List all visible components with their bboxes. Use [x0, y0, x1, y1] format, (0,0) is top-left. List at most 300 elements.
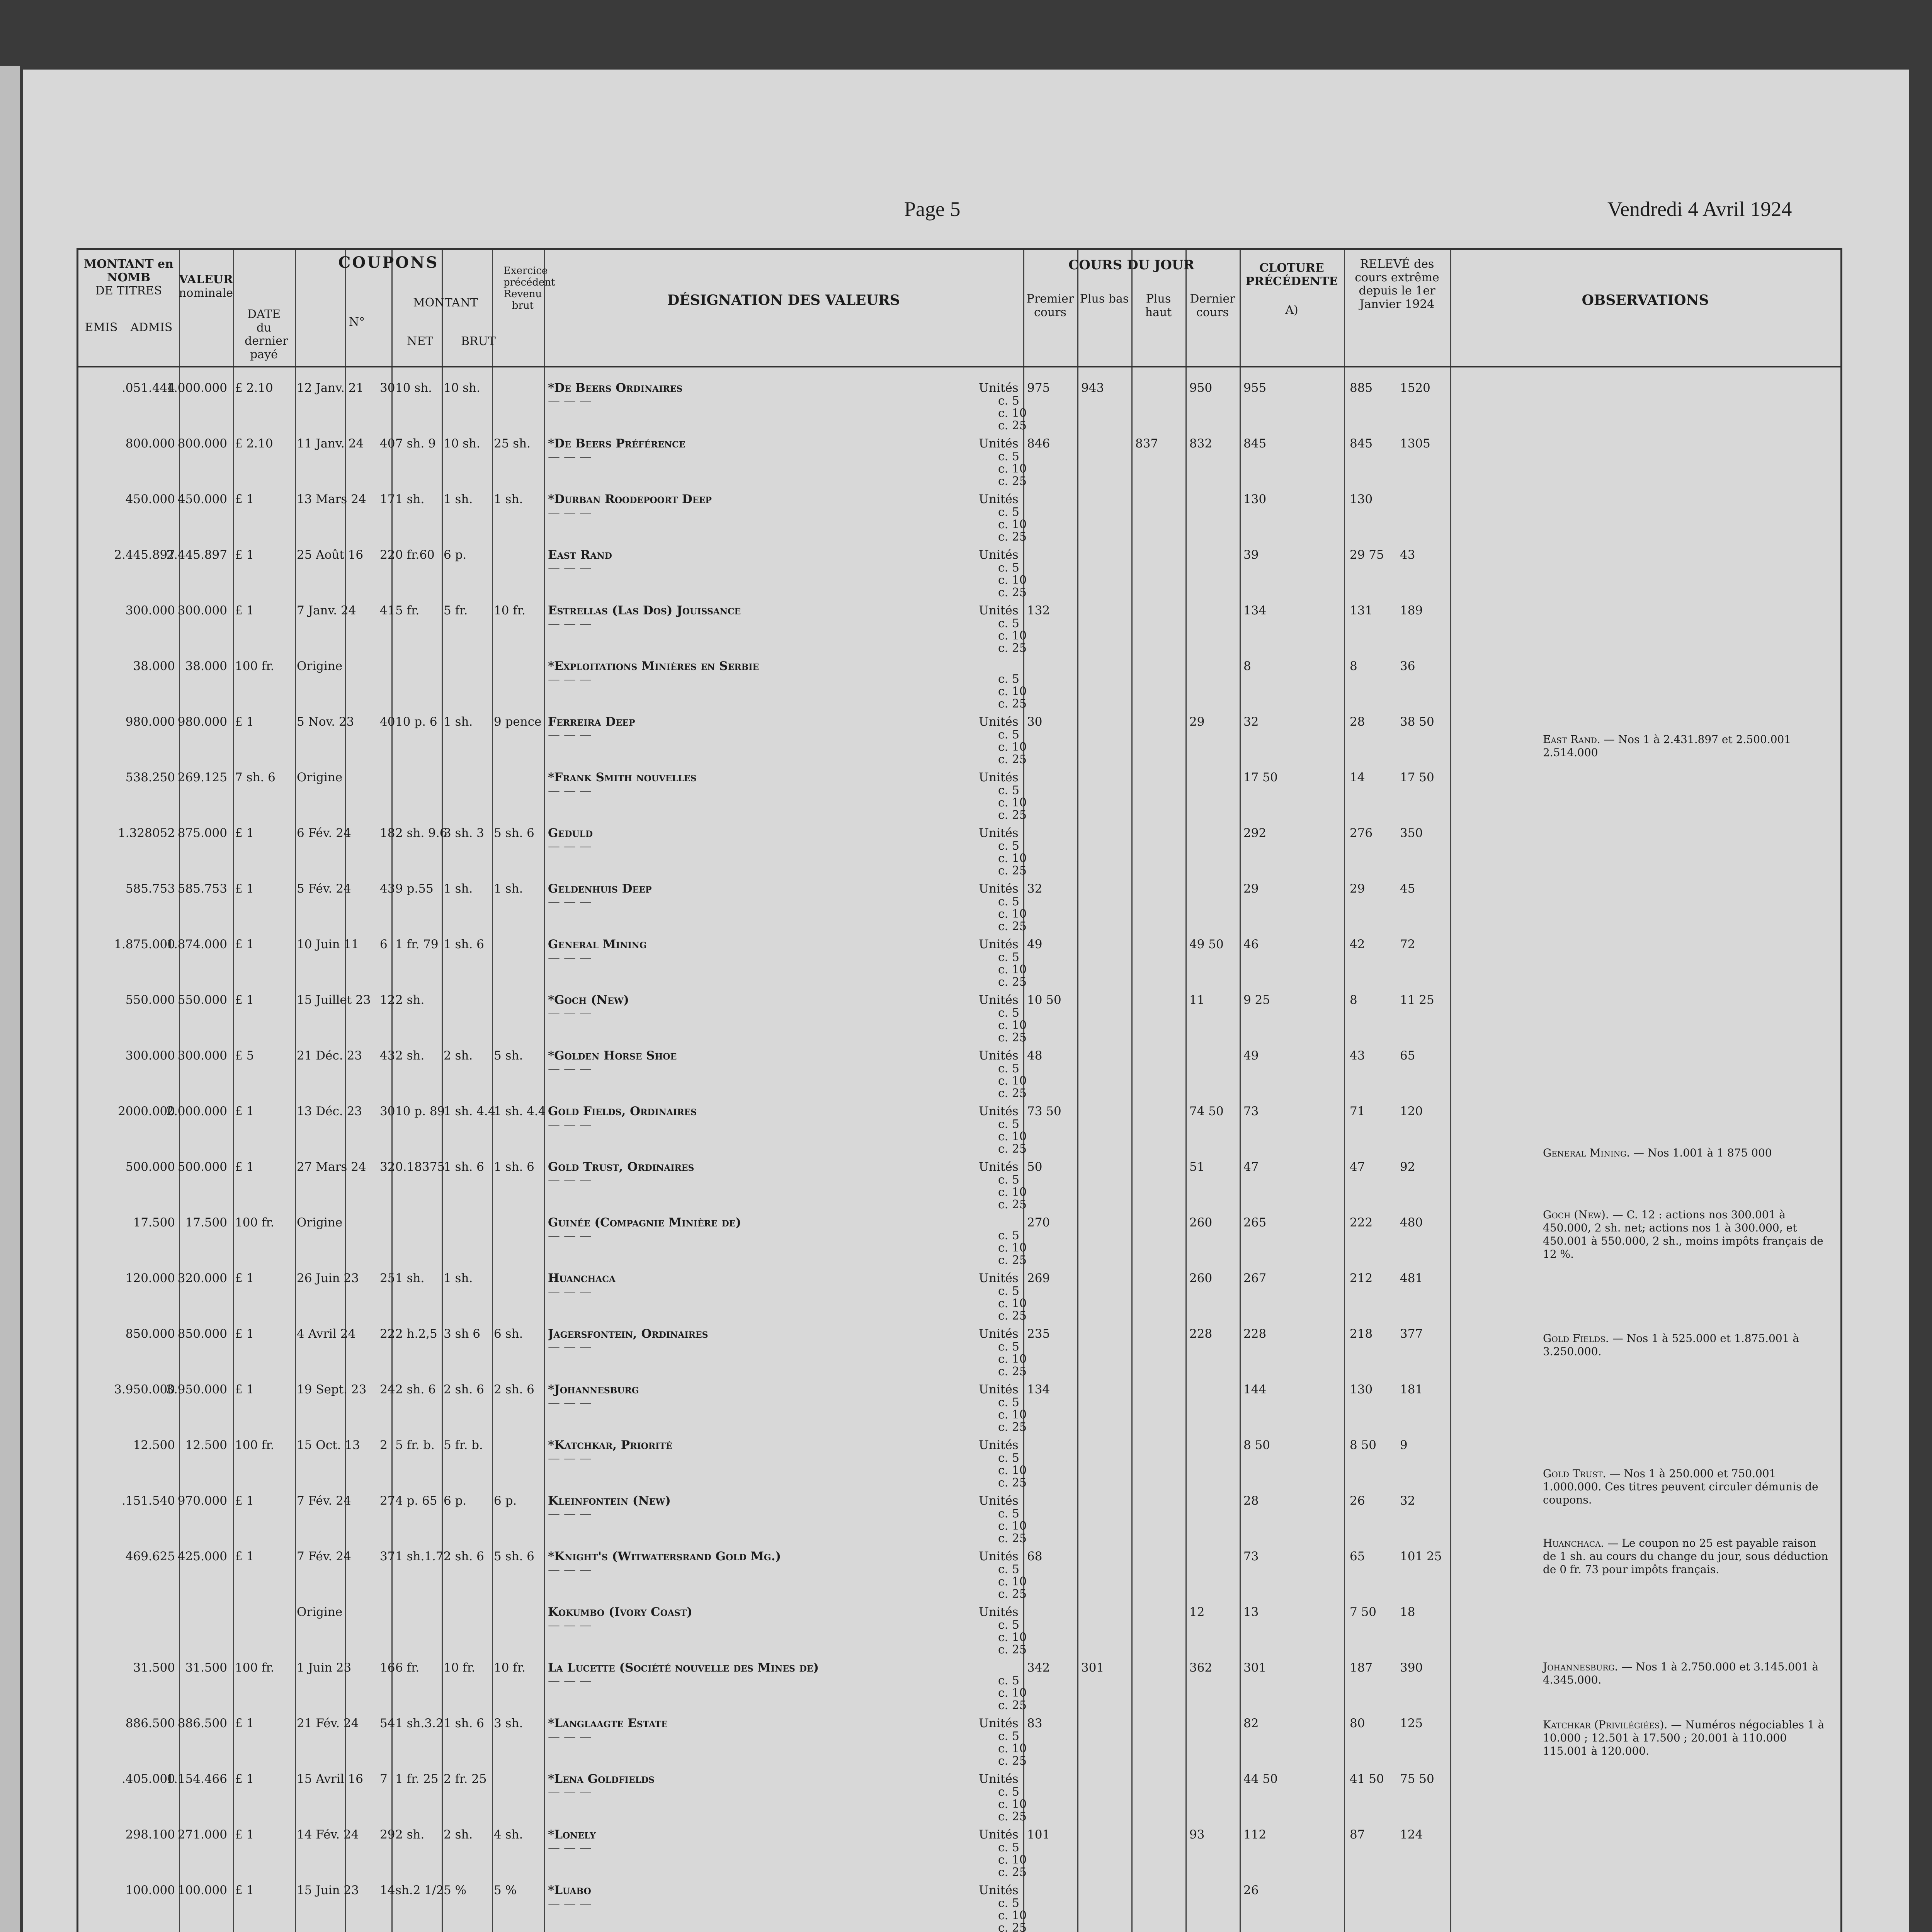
cell-c1: 10 50: [1027, 993, 1061, 1007]
ditto-marks: — — —: [548, 1841, 592, 1855]
term-label: c. 5: [998, 1507, 1019, 1520]
observation-title: Goch (New).: [1543, 1208, 1609, 1221]
observation-text: — Numéros négociables 1 à 10.000 ; 12.501 à 17.500 ; 20.001 à 110.000 115.001 à 120.000.: [1543, 1718, 1825, 1757]
ditto-marks: — — —: [548, 1563, 592, 1577]
cell-admis: 100.000: [177, 1883, 227, 1897]
cell-hi: 187: [1350, 1661, 1373, 1675]
cell-brut: 2 sh. 6: [444, 1383, 484, 1396]
cell-clo: 28: [1243, 1494, 1259, 1508]
cell-emis: 980.000: [125, 715, 175, 729]
cell-c4: 49 50: [1189, 937, 1224, 951]
cell-date: 5 Nov. 23: [297, 715, 354, 729]
cell-lo: 181: [1400, 1383, 1423, 1396]
term-label: c. 25: [998, 586, 1027, 599]
cell-name: *Knight's (Witwatersrand Gold Mg.): [548, 1550, 781, 1563]
cell-name: Huanchaca: [548, 1272, 616, 1285]
cell-hi: 130: [1350, 492, 1373, 506]
cell-emis: 500.000: [125, 1160, 175, 1174]
ditto-marks: — — —: [548, 1785, 592, 1799]
cell-no: 17: [380, 492, 395, 506]
cell-net: 1 sh.3.2: [395, 1716, 444, 1730]
term-label: c. 5: [998, 1396, 1019, 1409]
cell-clo: 29: [1243, 882, 1259, 896]
cell-name: *Luabo: [548, 1884, 591, 1897]
cell-admis: 980.000: [177, 715, 227, 729]
cell-hi: 14: [1350, 770, 1365, 784]
cell-emis: 38.000: [133, 659, 175, 673]
cell-net: 4 p. 65: [395, 1494, 437, 1508]
cell-exo: 25 sh.: [494, 437, 531, 451]
term-label: c. 10: [998, 740, 1027, 754]
term-label: c. 25: [998, 474, 1027, 488]
observation-text: — Nos 1 à 250.000 et 750.001 1.000.000. Ces titres peuvent circuler démunis de coupons.: [1543, 1467, 1818, 1506]
cell-brut: 3 sh. 3: [444, 826, 484, 840]
cell-clo: 26: [1243, 1883, 1259, 1897]
cell-net: 0 fr.60: [395, 548, 435, 562]
cell-name: East Rand: [548, 548, 612, 561]
cell-lo: 377: [1400, 1327, 1423, 1341]
ditto-marks: — — —: [548, 895, 592, 909]
term-label: c. 5: [998, 1674, 1019, 1687]
cell-exo: 1 sh. 4.4: [494, 1104, 546, 1118]
cell-no: 32: [380, 1160, 395, 1174]
term-label: c. 5: [998, 561, 1019, 575]
cell-name: *Durban Roodepoort Deep: [548, 493, 712, 506]
term-label: c. 25: [998, 1198, 1027, 1211]
cell-lo: 32: [1400, 1494, 1415, 1508]
cell-lo: 65: [1400, 1049, 1415, 1063]
cell-net: 10 p. 6: [395, 715, 437, 729]
term-label: c. 10: [998, 1464, 1027, 1477]
term-label: c. 5: [998, 1730, 1019, 1743]
cell-exo: 1 sh. 6: [494, 1160, 534, 1174]
cell-unit: Unités: [979, 1494, 1019, 1508]
ditto-marks: — — —: [548, 1618, 592, 1632]
cell-emis: 2000.000: [118, 1104, 175, 1118]
term-label: c. 25: [998, 1866, 1027, 1879]
cell-c4: 29: [1189, 715, 1205, 729]
cell-c1: 975: [1027, 381, 1050, 395]
cell-clo: 144: [1243, 1383, 1267, 1396]
cell-hi: 65: [1350, 1549, 1365, 1563]
term-label: c. 25: [998, 1587, 1027, 1601]
cell-unit: Unités: [979, 381, 1019, 395]
cell-c3: 837: [1135, 437, 1158, 451]
observation-title: Gold Fields.: [1543, 1332, 1609, 1345]
cell-hi: 43: [1350, 1049, 1365, 1063]
cell-date: 15 Avril 16: [297, 1772, 363, 1786]
cell-name: *Johannesburg: [548, 1383, 639, 1396]
cell-name: *Lena Goldfields: [548, 1772, 655, 1786]
cell-date: 26 Juin 23: [297, 1271, 359, 1285]
cell-unit: Unités: [979, 770, 1019, 784]
observation-note: [1543, 1537, 1829, 1576]
cell-c1: 30: [1027, 715, 1043, 729]
term-label: c. 10: [998, 629, 1027, 643]
term-label: c. 5: [998, 450, 1019, 463]
term-label: c. 25: [998, 697, 1027, 711]
cell-net: 1 sh.: [395, 1271, 425, 1285]
cell-hi: 29 75: [1350, 548, 1384, 562]
cell-unit: Unités: [979, 492, 1019, 506]
cell-no: 25: [380, 1271, 395, 1285]
term-label: c. 10: [998, 1853, 1027, 1867]
cell-exo: 5 sh. 6: [494, 1549, 534, 1563]
cell-hi: 131: [1350, 604, 1373, 617]
ditto-marks: — — —: [548, 617, 592, 631]
cell-c1: 134: [1027, 1383, 1050, 1396]
term-label: c. 25: [998, 1699, 1027, 1712]
cell-c1: 49: [1027, 937, 1043, 951]
observation-text: — Le coupon no 25 est payable raison de 1 sh. au cours du change du jour, sous déduction de 0 fr. 73 pour impôts français.: [1543, 1537, 1828, 1576]
term-label: c. 25: [998, 1754, 1027, 1768]
page-number: Page 5: [904, 197, 961, 221]
cell-hi: 87: [1350, 1828, 1365, 1842]
cell-no: 22: [380, 548, 395, 562]
term-label: c. 10: [998, 963, 1027, 976]
cell-lo: 92: [1400, 1160, 1415, 1174]
cell-admis: 1.000.000: [166, 381, 227, 395]
ditto-marks: — — —: [548, 728, 592, 742]
cell-c1: 32: [1027, 882, 1043, 896]
cell-name: Kleinfontein (New): [548, 1494, 671, 1507]
cell-brut: 2 sh.: [444, 1049, 473, 1063]
term-label: c. 10: [998, 907, 1027, 921]
cell-name: Ferreira Deep: [548, 715, 635, 728]
cell-lo: 45: [1400, 882, 1415, 896]
observation-text: — Nos 1 à 2.750.000 et 3.145.001 à 4.345.000.: [1543, 1660, 1819, 1686]
table-row: [78, 934, 1840, 990]
table-row: [78, 767, 1840, 823]
cell-exo: 1 sh.: [494, 882, 523, 896]
cell-exo: 5 sh.: [494, 1049, 523, 1063]
table-row: [78, 600, 1840, 656]
cell-no: 40: [380, 715, 395, 729]
cell-date: 15 Juin 23: [297, 1883, 359, 1897]
cell-name: Jagersfontein, Ordinaires: [548, 1327, 708, 1340]
ditto-marks: — — —: [548, 1340, 592, 1354]
cell-emis: 300.000: [125, 604, 175, 617]
term-label: c. 5: [998, 672, 1019, 686]
cell-val: 7 sh. 6: [235, 770, 276, 784]
ditto-marks: — — —: [548, 1451, 592, 1465]
cell-net: 1 sh.1.72: [395, 1549, 451, 1563]
cell-net: 5 fr.: [395, 604, 420, 617]
observation-note: [1543, 733, 1829, 759]
cell-admis: 875.000: [177, 826, 227, 840]
cell-name: Gold Fields, Ordinaires: [548, 1105, 697, 1118]
cell-clo: 49: [1243, 1049, 1259, 1063]
cell-unit: Unités: [979, 1271, 1019, 1285]
cell-val: £ 1: [235, 1716, 254, 1730]
ditto-marks: — — —: [548, 784, 592, 798]
cell-admis: 2.445.897: [166, 548, 227, 562]
cell-val: £ 1: [235, 826, 254, 840]
cell-lo: 1520: [1400, 381, 1430, 395]
cell-name: *Katchkar, Priorité: [548, 1439, 672, 1452]
cell-val: 100 fr.: [235, 1216, 274, 1230]
cell-val: £ 1: [235, 604, 254, 617]
cell-val: £ 1: [235, 993, 254, 1007]
cell-no: 54: [380, 1716, 395, 1730]
cell-c1: 83: [1027, 1716, 1043, 1730]
cell-clo: 112: [1243, 1828, 1267, 1842]
header-valeur: VALEUR nominale: [179, 273, 233, 300]
cell-no: 12: [380, 993, 395, 1007]
cell-no: 22: [380, 1327, 395, 1341]
cell-c4: 74 50: [1189, 1104, 1224, 1118]
cell-val: £ 1: [235, 882, 254, 896]
term-label: c. 10: [998, 573, 1027, 587]
cell-unit: Unités: [979, 1327, 1019, 1341]
term-label: c. 25: [998, 864, 1027, 878]
cell-exo: 2 sh. 6: [494, 1383, 534, 1396]
cell-hi: 8 50: [1350, 1438, 1377, 1452]
observation-text: — Nos 1.001 à 1 875 000: [1630, 1146, 1772, 1159]
ditto-marks: — — —: [548, 505, 592, 519]
cell-clo: 82: [1243, 1716, 1259, 1730]
term-label: c. 5: [998, 1785, 1019, 1799]
term-label: c. 5: [998, 1006, 1019, 1020]
term-label: c. 5: [998, 1229, 1019, 1242]
observation-title: Katchkar (Privilégiées).: [1543, 1718, 1668, 1731]
cell-brut: 1 sh.: [444, 715, 473, 729]
term-label: c. 10: [998, 1352, 1027, 1366]
ditto-marks: — — —: [548, 1062, 592, 1076]
cell-date: 5 Fév. 24: [297, 882, 351, 896]
cell-c4: 950: [1189, 381, 1213, 395]
cell-emis: 300.000: [125, 1049, 175, 1063]
cell-name: Geduld: [548, 827, 593, 840]
cell-no: 18: [380, 826, 395, 840]
table-row: [78, 990, 1840, 1045]
cell-brut: 1 sh. 6: [444, 937, 484, 951]
term-label: c. 5: [998, 617, 1019, 630]
cell-val: £ 1: [235, 715, 254, 729]
cell-net: 1 fr. 25: [395, 1772, 439, 1786]
cell-admis: 550.000: [177, 993, 227, 1007]
term-label: c. 10: [998, 406, 1027, 420]
cell-val: £ 2.10: [235, 437, 273, 451]
cell-clo: 845: [1243, 437, 1267, 451]
cell-clo: 134: [1243, 604, 1267, 617]
cell-clo: 292: [1243, 826, 1267, 840]
term-label: c. 25: [998, 1643, 1027, 1656]
cell-emis: 120.000: [125, 1271, 175, 1285]
term-label: c. 5: [998, 1340, 1019, 1354]
cell-lo: 390: [1400, 1661, 1423, 1675]
cell-hi: 845: [1350, 437, 1373, 451]
cell-hi: 212: [1350, 1271, 1373, 1285]
cell-no: 43: [380, 1049, 395, 1063]
header-releve: RELEVÉ des cours extrême depuis le 1er Janvier 1924: [1355, 257, 1439, 311]
cell-val: £ 1: [235, 1104, 254, 1118]
cell-val: 100 fr.: [235, 1661, 274, 1675]
cell-emis: 850.000: [125, 1327, 175, 1341]
header-coupons: COUPONS DATE du dernier payé N° MONTANT NET BRUT Exercice précédent Revenu brut: [245, 253, 555, 361]
observation-title: General Mining.: [1543, 1146, 1630, 1159]
cell-unit: Unités: [979, 715, 1019, 729]
term-label: c. 10: [998, 796, 1027, 810]
cell-admis: 850.000: [177, 1327, 227, 1341]
ditto-marks: — — —: [548, 1896, 592, 1910]
cell-date: Origine: [297, 1605, 343, 1619]
ditto-marks: — — —: [548, 394, 592, 408]
cell-emis: 538.250: [125, 770, 175, 784]
header-cloture: CLOTURE PRÉCÉDENTE A): [1245, 261, 1338, 317]
adjacent-page-edge: [0, 66, 20, 1932]
cell-admis: 2.000.000: [166, 1104, 227, 1118]
cell-date: 1 Juin 23: [297, 1661, 352, 1675]
term-label: c. 25: [998, 1810, 1027, 1823]
term-label: c. 5: [998, 1896, 1019, 1910]
ditto-marks: — — —: [548, 1730, 592, 1743]
cell-val: £ 1: [235, 1549, 254, 1563]
term-label: c. 10: [998, 1185, 1027, 1199]
cell-clo: 8: [1243, 659, 1251, 673]
cell-unit: Unités: [979, 1438, 1019, 1452]
cell-clo: 73: [1243, 1549, 1259, 1563]
cell-name: Geldenhuis Deep: [548, 882, 652, 895]
term-label: c. 25: [998, 1420, 1027, 1434]
cell-exo: 5 %: [494, 1883, 517, 1897]
cell-c4: 51: [1189, 1160, 1205, 1174]
ditto-marks: — — —: [548, 1284, 592, 1298]
cell-unit: Unités: [979, 1104, 1019, 1118]
cell-clo: 17 50: [1243, 770, 1278, 784]
cell-unit: Unités: [979, 1049, 1019, 1063]
cell-emis: 450.000: [125, 492, 175, 506]
cell-clo: 47: [1243, 1160, 1259, 1174]
cell-admis: 1.154.466: [166, 1772, 227, 1786]
term-label: c. 5: [998, 394, 1019, 408]
cell-date: 25 Août 16: [297, 548, 364, 562]
cell-val: 100 fr.: [235, 1438, 274, 1452]
cell-unit: Unités: [979, 1883, 1019, 1897]
table-row: [78, 489, 1840, 544]
term-label: c. 5: [998, 951, 1019, 964]
cell-exo: 6 sh.: [494, 1327, 523, 1341]
cell-name: *Golden Horse Shoe: [548, 1049, 677, 1062]
cell-clo: 46: [1243, 937, 1259, 951]
cell-date: 4 Avril 24: [297, 1327, 356, 1341]
cell-date: 13 Mars 24: [297, 492, 366, 506]
cell-date: Origine: [297, 1216, 343, 1230]
term-label: c. 10: [998, 1074, 1027, 1088]
cell-admis: 271.000: [177, 1828, 227, 1842]
observation-note: [1543, 1208, 1829, 1261]
cell-hi: 71: [1350, 1104, 1365, 1118]
cell-unit: Unités: [979, 1716, 1019, 1730]
cell-brut: 10 sh.: [444, 437, 481, 451]
term-label: c. 25: [998, 808, 1027, 822]
cell-net: 2 h.2,5: [395, 1327, 437, 1341]
cell-net: sh.2 1/2: [395, 1883, 444, 1897]
observation-text: — C. 12 : actions nos 300.001 à 450.000, 2 sh. net; actions nos 1 à 300.000, et 450.001 à 550.000, 2 sh., moins impôts français de 12 %.: [1543, 1208, 1823, 1260]
cell-hi: 222: [1350, 1216, 1373, 1230]
cell-unit: Unités: [979, 1828, 1019, 1842]
cell-date: 19 Sept. 23: [297, 1383, 367, 1396]
term-label: c. 5: [998, 1284, 1019, 1298]
cell-no: 40: [380, 437, 395, 451]
table-row: [78, 1602, 1840, 1657]
cell-unit: Unités: [979, 1160, 1019, 1174]
cell-name: Gold Trust, Ordinaires: [548, 1160, 694, 1173]
cell-c1: 48: [1027, 1049, 1043, 1063]
observation-note: [1543, 1332, 1829, 1358]
cell-no: 41: [380, 604, 395, 617]
cell-lo: 189: [1400, 604, 1423, 617]
cell-admis: 300.000: [177, 1049, 227, 1063]
cell-unit: Unités: [979, 437, 1019, 451]
observation-text: — Nos 1 à 2.431.897 et 2.500.001 2.514.000: [1543, 733, 1791, 759]
cell-brut: 3 sh 6: [444, 1327, 481, 1341]
cell-brut: 10 fr.: [444, 1661, 476, 1675]
term-label: c. 5: [998, 1451, 1019, 1465]
cell-no: 29: [380, 1828, 395, 1842]
cell-hi: 885: [1350, 381, 1373, 395]
cell-net: 7 sh. 9: [395, 437, 436, 451]
table-row: [78, 823, 1840, 878]
cell-no: 43: [380, 882, 395, 896]
cell-net: 1 sh.: [395, 492, 425, 506]
term-label: c. 25: [998, 1532, 1027, 1545]
cell-emis: 469.625: [125, 1549, 175, 1563]
ditto-marks: — — —: [548, 1006, 592, 1020]
term-label: c. 25: [998, 975, 1027, 989]
newspaper-page: [23, 70, 1909, 1932]
cell-admis: 800.000: [177, 437, 227, 451]
cell-no: 30: [380, 1104, 395, 1118]
cell-date: 7 Fév. 24: [297, 1494, 351, 1508]
cell-emis: 585.753: [125, 882, 175, 896]
table-row: [78, 1379, 1840, 1435]
cell-brut: 5 fr. b.: [444, 1438, 483, 1452]
cell-val: £ 1: [235, 1883, 254, 1897]
cell-hi: 26: [1350, 1494, 1365, 1508]
cell-admis: 1.874.000: [166, 937, 227, 951]
ditto-marks: — — —: [548, 450, 592, 464]
cell-clo: 32: [1243, 715, 1259, 729]
observation-title: East Rand.: [1543, 733, 1600, 746]
term-label: c. 5: [998, 505, 1019, 519]
cell-net: 0.18375: [395, 1160, 445, 1174]
header-cours-du-jour: COURS DU JOUR Premier cours Plus bas Plus haut Dernier cours: [1026, 257, 1235, 319]
cell-net: 2 sh.: [395, 1049, 425, 1063]
cell-name: Guinée (Compagnie Minière de): [548, 1216, 742, 1229]
cell-clo: 301: [1243, 1661, 1267, 1675]
cell-unit: Unités: [979, 1605, 1019, 1619]
cell-brut: 2 fr. 25: [444, 1772, 487, 1786]
cell-brut: 2 sh. 6: [444, 1549, 484, 1563]
cell-c4: 260: [1189, 1216, 1213, 1230]
cell-lo: 75 50: [1400, 1772, 1434, 1786]
term-label: c. 25: [998, 1253, 1027, 1267]
cell-date: 7 Janv. 24: [297, 604, 356, 617]
cell-val: £ 1: [235, 1772, 254, 1786]
cell-val: 100 fr.: [235, 659, 274, 673]
cell-c2: 301: [1081, 1661, 1104, 1675]
term-label: c. 10: [998, 462, 1027, 476]
cell-clo: 9 25: [1243, 993, 1270, 1007]
cell-clo: 228: [1243, 1327, 1267, 1341]
cell-admis: 269.125: [177, 770, 227, 784]
term-label: c. 10: [998, 1241, 1027, 1255]
table-row: [78, 1769, 1840, 1824]
cell-c1: 132: [1027, 604, 1050, 617]
cell-unit: Unités: [979, 826, 1019, 840]
term-label: c. 10: [998, 1798, 1027, 1811]
